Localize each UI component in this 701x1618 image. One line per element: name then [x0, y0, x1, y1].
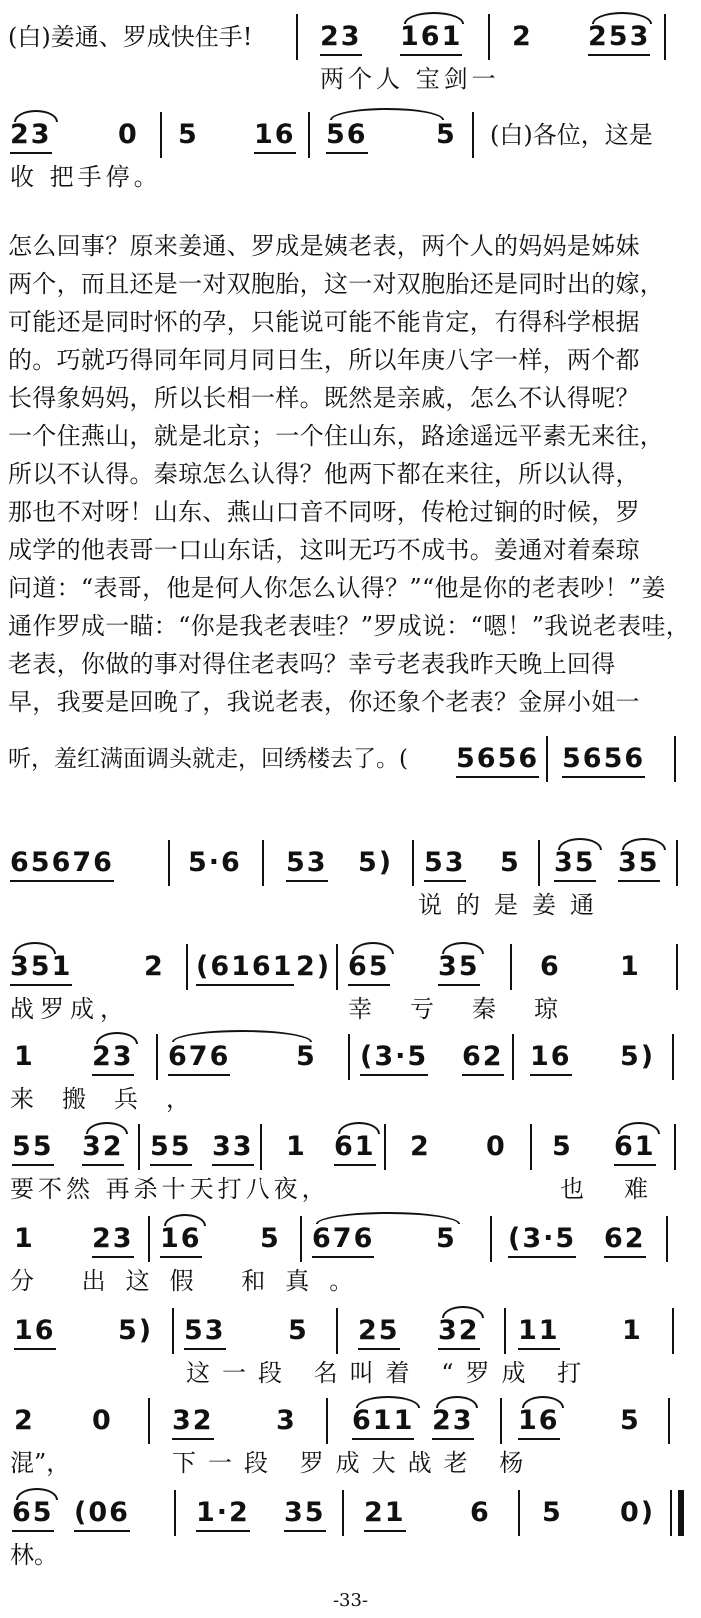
bar-line	[512, 1034, 514, 1080]
slur	[330, 108, 444, 120]
note-group: 35	[554, 846, 596, 882]
note-group: 61	[614, 1130, 656, 1166]
prose-line: 老表，你做的事对得住老表吗？幸亏老表我昨天晚上回得	[8, 650, 616, 678]
bar-line	[504, 1308, 506, 1354]
bar-line	[172, 1308, 174, 1354]
page-number: -33-	[332, 1590, 369, 1611]
note-group: 2	[144, 951, 165, 982]
note-group: 25	[358, 1314, 400, 1350]
slur	[16, 1488, 58, 1500]
note-group: 16	[518, 1404, 560, 1440]
lyric-text: 分 出这假 和真。	[10, 1267, 374, 1295]
lyrics-row-8	[0, 1266, 701, 1296]
prose-line: 那也不对呀！山东、燕山口音不同呀，传枪过锏的时候，罗	[8, 498, 640, 526]
lyric-text: 也难	[560, 1175, 688, 1203]
bar-line	[138, 1124, 140, 1170]
notes-row-7	[0, 1130, 701, 1164]
bar-line	[148, 1216, 150, 1262]
note-group: 161	[400, 20, 462, 56]
bar-line	[500, 1398, 502, 1444]
bar-line	[668, 1398, 670, 1444]
note-group: 611	[352, 1404, 414, 1440]
bar-line	[326, 1398, 328, 1444]
prose-line: 成学的他表哥一口山东话，这叫无巧不成书。姜通对着秦琼	[8, 536, 640, 564]
bar-line	[384, 1124, 386, 1170]
bar-line	[160, 112, 162, 158]
slur	[522, 1396, 564, 1408]
prose-line: 通作罗成一瞄：“你是我老表哇？”罗成说：“嗯！”我说老表哇，	[8, 612, 691, 640]
note-group: 65	[348, 950, 390, 986]
bar-line	[530, 1124, 532, 1170]
note-group: 11	[518, 1314, 560, 1350]
note-group: 32	[172, 1404, 214, 1440]
bar-line	[518, 1490, 520, 1536]
prose-line: 听，羞红满面调头就走，回绣楼去了。(	[8, 746, 408, 772]
note-group: 1	[286, 1131, 307, 1162]
note-group: 35	[618, 846, 660, 882]
note-group: 65	[12, 1496, 54, 1532]
bar-line	[156, 1034, 158, 1080]
slur	[164, 1214, 206, 1226]
note-group: 16	[14, 1314, 56, 1350]
bar-line	[348, 1034, 350, 1080]
note-group: 35	[438, 950, 480, 986]
lyrics-row-1	[0, 64, 701, 94]
bar-line	[538, 840, 540, 886]
note-group: 1	[622, 1315, 643, 1346]
bar-line	[672, 1034, 674, 1080]
note-group: 33	[212, 1130, 254, 1166]
bar-line	[168, 840, 170, 886]
note-group: 3	[276, 1405, 297, 1436]
prose-line: 一个住燕山，就是北京；一个住山东，路途遥远平素无来往，	[8, 422, 665, 450]
speech-text: (白)各位，这是	[490, 121, 653, 149]
notes-row-8	[0, 1222, 701, 1256]
notes-row-3	[0, 742, 701, 776]
note-group: (3·5	[508, 1222, 576, 1258]
note-group: 55	[150, 1130, 192, 1166]
prose-line: 怎么回事？原来姜通、罗成是姨老表，两个人的妈妈是姊妹	[8, 232, 640, 260]
note-group: 53	[184, 1314, 226, 1350]
note-group: 676	[312, 1222, 374, 1258]
lyrics-row-6	[0, 1084, 701, 1114]
slur	[558, 838, 602, 850]
slur	[436, 1396, 478, 1408]
prose-line: 的。巧就巧得同年同月同日生，所以年庚八字一样，两个都	[8, 346, 640, 374]
note-group: 32	[82, 1130, 124, 1166]
slur	[442, 942, 484, 954]
note-group: 55	[12, 1130, 54, 1166]
note-group: 16	[530, 1040, 572, 1076]
lyric-text: 要不然 再杀十天打八夜，	[10, 1175, 330, 1203]
bar-line	[472, 112, 474, 158]
bar-line	[674, 736, 676, 782]
note-group: 2)	[296, 951, 332, 982]
note-group: 23	[10, 118, 52, 154]
note-group: 1	[14, 1041, 35, 1072]
note-group: 5)	[118, 1315, 154, 1346]
bar-line	[666, 1216, 668, 1262]
note-group: 16	[160, 1222, 202, 1258]
note-group: 1·2	[196, 1496, 250, 1532]
lyric-text: 来搬兵，	[10, 1085, 218, 1113]
bar-line	[546, 736, 548, 782]
prose-line: 两个，而且还是一对双胞胎，这一对双胞胎还是同时出的嫁，	[8, 270, 665, 298]
lyric-text: 这一段 名叫着 “罗成 打	[186, 1359, 594, 1387]
slur	[96, 1032, 138, 1044]
note-group: 23	[320, 20, 362, 56]
note-group: 0)	[620, 1497, 656, 1528]
notes-row-6	[0, 1040, 701, 1074]
lyrics-row-4	[0, 890, 701, 920]
note-group: (3·5	[360, 1040, 428, 1076]
bar-line	[342, 1490, 344, 1536]
note-group: 2	[14, 1405, 35, 1436]
lyrics-row-10	[0, 1448, 701, 1478]
lyric-text: 下一段 罗成大战老 杨	[172, 1449, 536, 1477]
note-group: (6161	[196, 950, 294, 986]
notes-row-10	[0, 1404, 701, 1438]
slur	[404, 12, 464, 24]
note-group: 23	[92, 1222, 134, 1258]
lyric-text: 两个人 宝剑一	[320, 65, 500, 93]
bar-line	[676, 944, 678, 990]
note-group: 5	[436, 119, 457, 150]
note-group: 5)	[620, 1041, 656, 1072]
lyric-text: 幸亏秦琼	[348, 995, 596, 1023]
bar-line	[510, 944, 512, 990]
note-group: 6	[470, 1497, 491, 1528]
lyrics-row-11	[0, 1540, 701, 1570]
note-group: 53	[286, 846, 328, 882]
note-group: 5	[436, 1223, 457, 1254]
note-group: 23	[92, 1040, 134, 1076]
slur	[618, 1122, 660, 1134]
notes-row-9	[0, 1314, 701, 1348]
bar-line	[676, 840, 678, 886]
notes-row-4	[0, 846, 701, 880]
lyrics-row-7	[0, 1174, 701, 1204]
note-group: 2	[410, 1131, 431, 1162]
bar-line	[664, 14, 666, 60]
note-group: 5)	[358, 847, 394, 878]
slur	[592, 12, 652, 24]
prose-line: 所以不认得。秦琼怎么认得？他两下都在来往，所以认得，	[8, 460, 640, 488]
slur	[442, 1306, 484, 1318]
note-group: 0	[92, 1405, 113, 1436]
lyric-text: 战罗成，	[10, 995, 130, 1023]
prose-line: 问道：“表哥，他是何人你怎么认得？”“他是你的老表吵！”姜	[8, 574, 666, 602]
lyric-text: 说的是姜通	[418, 891, 608, 919]
bar-line	[186, 944, 188, 990]
note-group: 56	[326, 118, 368, 154]
note-group: 351	[10, 950, 72, 986]
note-group: 5	[178, 119, 199, 150]
note-group: 5	[260, 1223, 281, 1254]
note-group: 53	[424, 846, 466, 882]
bar-line	[490, 1216, 492, 1262]
final-bar-line	[678, 1490, 684, 1536]
note-group: 35	[284, 1496, 326, 1532]
bar-line	[336, 1308, 338, 1354]
lyrics-row-2	[0, 162, 701, 192]
note-group: 62	[604, 1222, 646, 1258]
slur	[352, 942, 394, 954]
bar-line	[148, 1398, 150, 1444]
slur	[14, 110, 58, 122]
note-group: 1	[620, 951, 641, 982]
bar-line	[300, 1216, 302, 1262]
lyric-text: 收 把手停。	[10, 163, 162, 191]
prose-line: 早，我要是回晚了，我说老表，你还象个老表？金屏小姐一	[8, 688, 640, 716]
prose-line: 长得象妈妈，所以长相一样。既然是亲戚，怎么不认得呢？	[8, 384, 640, 412]
note-group: 2	[512, 21, 533, 52]
lyrics-row-9	[0, 1358, 701, 1388]
slur	[356, 1396, 420, 1408]
note-group: 6	[540, 951, 561, 982]
note-group: 16	[254, 118, 296, 154]
speech-text: (白)姜通、罗成快住手!	[8, 23, 253, 51]
slur	[338, 1122, 380, 1134]
bar-line	[308, 112, 310, 158]
bar-line	[670, 1490, 672, 1536]
lyric-text: 林。	[10, 1541, 58, 1569]
note-group: 32	[438, 1314, 480, 1350]
bar-line	[260, 1124, 262, 1170]
bar-line	[412, 840, 414, 886]
slur	[14, 942, 56, 954]
bar-line	[336, 944, 338, 990]
bar-line	[262, 840, 264, 886]
note-group: 5	[288, 1315, 309, 1346]
note-group: 1	[14, 1223, 35, 1254]
note-group: 5656	[562, 742, 645, 778]
note-group: 5	[500, 847, 521, 878]
note-group: 676	[168, 1040, 230, 1076]
slur	[622, 838, 666, 850]
note-group: (06	[74, 1496, 130, 1532]
notes-row-1	[0, 20, 701, 54]
lyric-text: 混”，	[10, 1449, 71, 1477]
bar-line	[174, 1490, 176, 1536]
bar-line	[488, 14, 490, 60]
lyrics-row-5	[0, 994, 701, 1024]
notes-row-11	[0, 1496, 701, 1530]
bar-line	[296, 14, 298, 60]
slur	[86, 1122, 128, 1134]
note-group: 21	[364, 1496, 406, 1532]
note-group: 0	[118, 119, 139, 150]
note-group: 61	[334, 1130, 376, 1166]
note-group: 5	[620, 1405, 641, 1436]
note-group: 5	[296, 1041, 317, 1072]
bar-line	[674, 1124, 676, 1170]
note-group: 62	[462, 1040, 504, 1076]
note-group: 5·6	[188, 847, 242, 878]
note-group: 5656	[456, 742, 539, 778]
note-group: 0	[486, 1131, 507, 1162]
note-group: 253	[588, 20, 650, 56]
slur	[172, 1030, 312, 1042]
note-group: 5	[552, 1131, 573, 1162]
note-group: 65676	[10, 846, 114, 882]
note-group: 23	[432, 1404, 474, 1440]
note-group: 5	[542, 1497, 563, 1528]
prose-line: 可能还是同时怀的孕，只能说可能不能肯定，冇得科学根据	[8, 308, 640, 336]
notes-row-5	[0, 950, 701, 984]
bar-line	[672, 1308, 674, 1354]
